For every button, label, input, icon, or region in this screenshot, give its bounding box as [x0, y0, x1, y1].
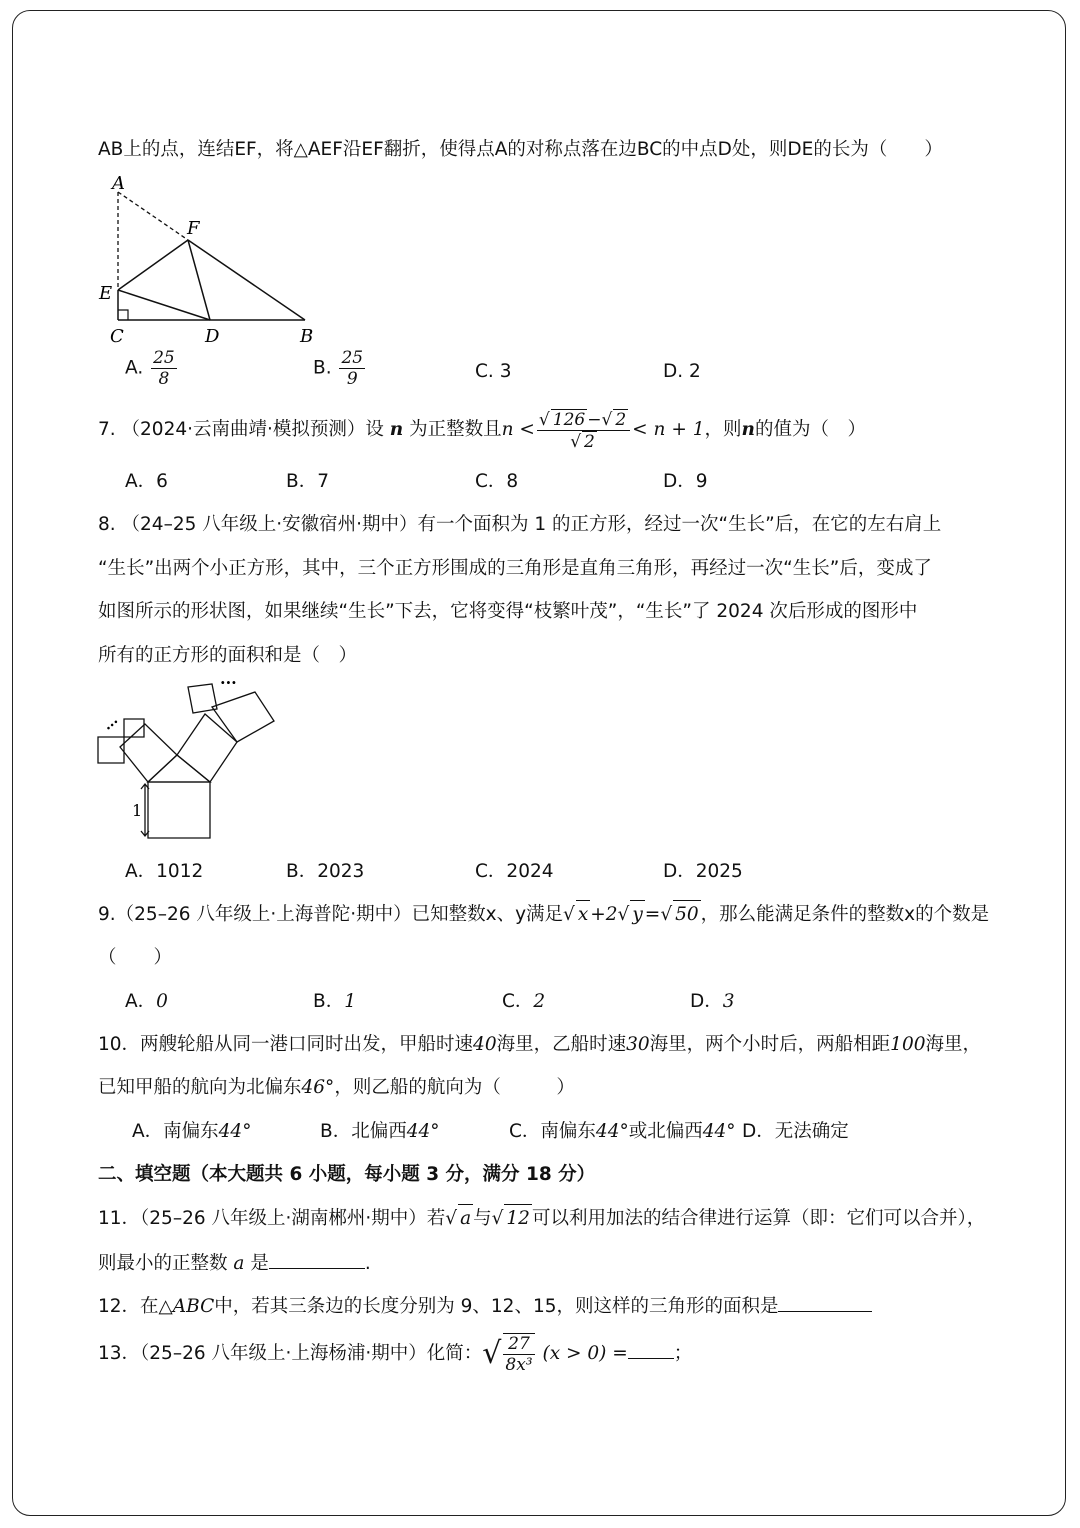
- q6-option-a[interactable]: A. $\frac{25}{8}$: [125, 348, 175, 389]
- q6-stem-text: AB上的点，连结EF，将△AEF沿EF翻折，使得点A的对称点落在边BC的中点D处，则DE的长为（ ）: [98, 139, 943, 160]
- label-e: E: [99, 283, 113, 304]
- q10-line-2: 已知甲船的航向为北偏东46°，则乙船的航向为（ ）: [98, 1077, 575, 1098]
- q13-stem: 13．（25–26 八年级上·上海杨浦·期中）化简：√ $\frac{27}{\text{8x³}}$ (x > 0) = ；: [98, 1334, 693, 1375]
- q6-option-d[interactable]: D. 2: [663, 361, 701, 382]
- q6-option-b[interactable]: B. $\frac{25}{9}$: [313, 348, 364, 389]
- q7-option-b[interactable]: B．7: [286, 471, 329, 492]
- label-b: B: [300, 326, 314, 347]
- q10-line-1: 10．两艘轮船从同一港口同时出发，甲船时速40海里，乙船时速30海里，两个小时后，两船相距100海里，: [98, 1034, 981, 1055]
- q10-option-d[interactable]: D．无法确定: [742, 1121, 849, 1142]
- growth-dots-top: ···: [220, 678, 237, 692]
- q13-fraction: $\frac{27}{\text{8x³}}$: [505, 1334, 533, 1375]
- q7-stem: 7. （2024·云南曲靖·模拟预测）设 n 为正整数且n < $\frac{√ 126 -√ 2}{√ 2}$ < n + 1，则n的值为（ ）: [98, 409, 866, 452]
- q8-line-1: 8. （24–25 八年级上·安徽宿州·期中）有一个面积为 1 的正方形，经过一次“生长”后，在它的左右肩上: [98, 514, 942, 535]
- edge-fb: [188, 240, 305, 320]
- label-f: F: [187, 218, 200, 239]
- q11-line-1: 11．（25–26 八年级上·湖南郴州·期中）若√ a 与√ 12 可以利用加法的结合律进行运算（即：它们可以合并），: [98, 1204, 985, 1233]
- q7-option-d[interactable]: D．9: [663, 471, 708, 492]
- left-top-left-square: [98, 737, 124, 763]
- label-d: D: [205, 326, 220, 347]
- q8-line-4: 所有的正方形的面积和是（ ）: [98, 645, 358, 666]
- q7-fraction: $\frac{√ 126 -√ 2}{√ 2}$: [537, 409, 630, 452]
- right-top-right-square: [212, 692, 274, 742]
- q9-stem: 9.（25–26 八年级上·上海普陀·期中）已知整数x、y满足√ x +2√ y =√ 50 ，那么能满足条件的整数x的个数是: [98, 900, 989, 929]
- right-angle-mark: [118, 310, 128, 320]
- q10-option-c[interactable]: C．南偏东44°或北偏西44°: [509, 1121, 736, 1142]
- q8-line-3: 如图所示的形状图，如果继续“生长”下去，它将变得“枝繁叶茂”，“生长”了 2024 次后形成的图形中: [98, 601, 918, 622]
- q12-stem: 12．在△ABC中，若其三条边的长度分别为 9、12、15，则这样的三角形的面积是: [98, 1291, 872, 1321]
- q10-option-a[interactable]: A．南偏东44°: [132, 1121, 252, 1142]
- q6-stem: [98, 136, 943, 164]
- q8-option-c[interactable]: C．2024: [475, 861, 554, 882]
- label-a: A: [112, 173, 125, 194]
- q9-option-c[interactable]: C．2: [502, 991, 546, 1012]
- edge-af: [118, 192, 188, 240]
- q10-option-b[interactable]: B．北偏西44°: [320, 1121, 440, 1142]
- right-square: [177, 714, 237, 782]
- base-triangle: [148, 755, 210, 782]
- label-c: C: [110, 326, 124, 347]
- q6-option-c[interactable]: C. 3: [475, 361, 512, 382]
- growth-dots-left: ···: [101, 714, 124, 737]
- q8-option-a[interactable]: A．1012: [125, 861, 204, 882]
- q11-answer-blank[interactable]: [269, 1248, 365, 1269]
- side-label: 1: [132, 801, 143, 820]
- q8-pythagoras-tree-figure: [95, 678, 285, 846]
- q6-option-a-fraction: $\frac{25}{8}$: [153, 348, 175, 389]
- q8-option-d[interactable]: D．2025: [663, 861, 743, 882]
- edge-ef: [118, 240, 188, 290]
- q9-option-b[interactable]: B．1: [313, 991, 356, 1012]
- q13-answer-blank[interactable]: [628, 1338, 674, 1359]
- q7-option-c[interactable]: C．8: [475, 471, 519, 492]
- q6-triangle-figure: [95, 172, 335, 352]
- edge-ed: [118, 290, 210, 320]
- q12-answer-blank[interactable]: [778, 1291, 872, 1312]
- q11-line-2: 则最小的正整数 a 是 .: [98, 1248, 371, 1278]
- q7-option-a[interactable]: A．6: [125, 471, 168, 492]
- section-2-title: 二、填空题（本大题共 6 小题，每小题 3 分，满分 18 分）: [98, 1164, 596, 1185]
- q9-paren: （ ）: [98, 947, 173, 968]
- base-square: [148, 782, 210, 838]
- q8-line-2: “生长”出两个小正方形，其中，三个正方形围成的三角形是直角三角形，再经过一次“生长”后，变成了: [98, 558, 932, 579]
- q8-option-b[interactable]: B．2023: [286, 861, 365, 882]
- q9-option-d[interactable]: D．3: [690, 991, 735, 1012]
- q6-option-b-fraction: $\frac{25}{9}$: [341, 348, 364, 389]
- q9-option-a[interactable]: A．0: [125, 991, 168, 1012]
- left-square: [120, 724, 177, 782]
